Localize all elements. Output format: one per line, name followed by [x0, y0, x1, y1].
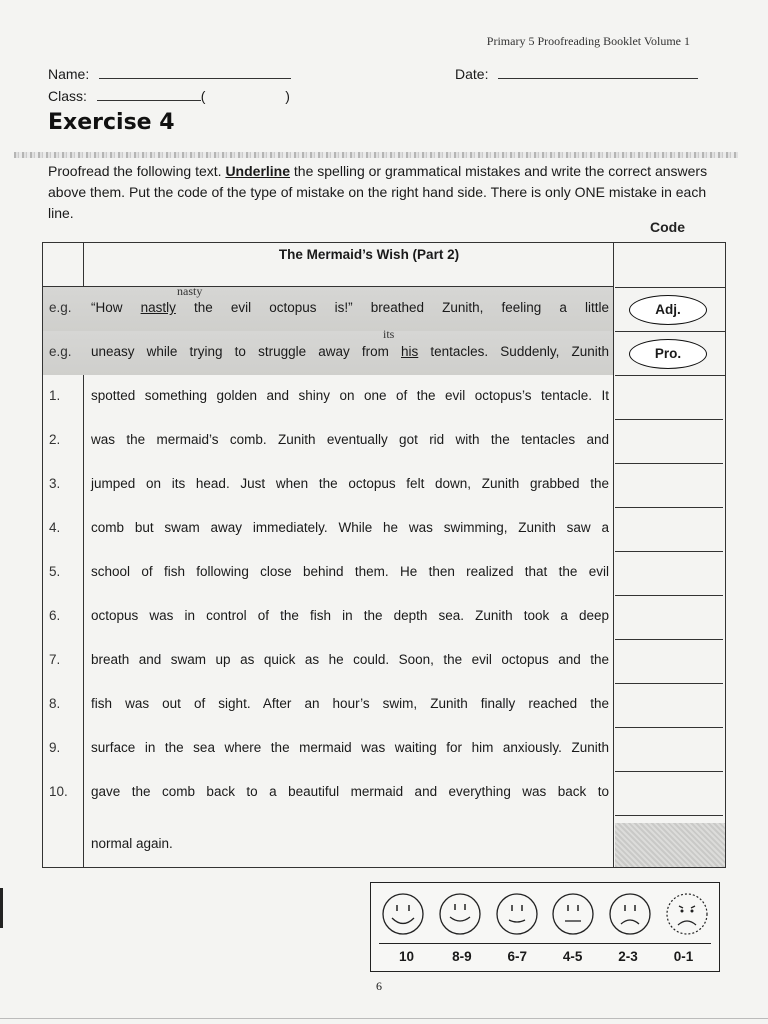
example-row — [43, 284, 613, 331]
text-before: uneasy while trying to struggle away from — [91, 344, 401, 359]
code-answer-box[interactable] — [615, 507, 723, 552]
register-paren-close: ) — [285, 88, 290, 104]
bottom-edge — [0, 1018, 768, 1019]
text-line-row — [43, 771, 725, 815]
class-label: Class: — [48, 88, 87, 104]
class-field — [48, 88, 290, 104]
score-range-label: 8-9 — [452, 949, 472, 964]
text-after: tentacles. Suddenly, Zunith — [418, 344, 609, 359]
score-range-label: 0-1 — [673, 949, 694, 964]
text-after: the evil octopus is!” breathed Zunith, feeling a little — [175, 300, 609, 315]
register-paren-open: ( — [200, 88, 206, 104]
score-range-label: 2-3 — [618, 949, 638, 964]
line-text: fish was out of sight. After an hour’s swim, Zunith finally reached the — [91, 696, 609, 711]
row-number: 8. — [49, 696, 61, 711]
name-field — [48, 66, 291, 82]
exercise-title: Exercise 4 — [48, 110, 175, 135]
text-line-row — [43, 727, 725, 771]
row-number: 6. — [49, 608, 61, 623]
score-range-label: 4-5 — [562, 949, 583, 964]
date-field — [455, 66, 698, 82]
instructions — [48, 161, 708, 224]
text-line-row — [43, 595, 725, 639]
row-number: 7. — [49, 652, 61, 667]
code-answer-box[interactable] — [615, 727, 723, 772]
text-line-row — [43, 551, 725, 595]
line-text: jumped on its head. Just when the octopus felt down, Zunith grabbed the — [91, 476, 609, 491]
code-answer-box[interactable] — [615, 683, 723, 728]
code-answer-box[interactable] — [615, 419, 723, 464]
code-answer-box[interactable] — [615, 551, 723, 596]
page-number: 6 — [376, 979, 382, 993]
date-blank[interactable] — [498, 66, 698, 79]
instructions-underline-word: Underline — [225, 163, 291, 179]
score-range-label: 6-7 — [507, 949, 528, 964]
margin-mark — [0, 888, 3, 928]
row-number: 2. — [49, 432, 61, 447]
row-number: 10. — [49, 784, 68, 799]
line-text: comb but swam away immediately. While he was swimming, Zunith saw a — [91, 520, 609, 535]
name-label: Name: — [48, 66, 90, 82]
very-happy-face-icon — [379, 891, 427, 937]
line-text: normal again. — [91, 836, 173, 851]
happy-face-icon — [436, 891, 484, 937]
divider — [14, 152, 738, 158]
example-code-cell — [615, 287, 725, 331]
score-ranges — [379, 949, 711, 964]
code-oval-adj: Adj. — [629, 295, 707, 325]
row-number: 9. — [49, 740, 61, 755]
content-face-icon — [493, 891, 541, 937]
row-number: 5. — [49, 564, 61, 579]
row-number: e.g. — [49, 300, 72, 315]
correction-note: nasty — [177, 284, 203, 298]
face-row — [379, 891, 711, 937]
example-code-cell — [615, 331, 725, 375]
line-text: gave the comb back to a beautiful mermaid and everything was back to — [91, 784, 609, 799]
crying-face-icon — [663, 891, 711, 937]
line-text: was the mermaid’s comb. Zunith eventually got rid with the tentacles and — [91, 432, 609, 447]
code-answer-box[interactable] — [615, 771, 723, 816]
booklet-label: Primary 5 Proofreading Booklet Volume 1 — [486, 34, 690, 48]
proofreading-table — [42, 242, 726, 868]
instructions-part2: the spelling or grammatical mistakes and write the correct answers above them. Put the code of the type of mistake on the right hand side. There is only ONE mistake in each line. — [48, 163, 708, 221]
score-scale-box — [370, 882, 720, 972]
text-line-row — [43, 463, 725, 507]
code-answer-box[interactable] — [615, 639, 723, 684]
line-text: school of fish following close behind them. He then realized that the evil — [91, 564, 609, 579]
code-oval-pro: Pro. — [629, 339, 707, 369]
text-line-row — [43, 419, 725, 463]
line-text: surface in the sea where the mermaid was waiting for him anxiously. Zunith — [91, 740, 609, 755]
neutral-face-icon — [549, 891, 597, 937]
score-range-label: 10 — [398, 949, 415, 964]
line-text — [91, 344, 609, 359]
story-title: The Mermaid’s Wish (Part 2) — [278, 247, 460, 262]
header-code-cell — [615, 243, 725, 288]
text-line-row — [43, 507, 725, 551]
instructions-part1: Proofread the following text. — [48, 163, 226, 179]
code-column-label: Code — [650, 219, 685, 235]
code-answer-box[interactable] — [615, 595, 723, 640]
line-text — [91, 300, 609, 315]
code-answer-box[interactable] — [615, 375, 723, 420]
class-blank[interactable] — [97, 88, 201, 101]
correction-note: its — [383, 327, 395, 341]
code-answer-box[interactable] — [615, 463, 723, 508]
text-line-row — [43, 683, 725, 727]
row-number: 4. — [49, 520, 61, 535]
sad-face-icon — [606, 891, 654, 937]
text-line-row — [43, 639, 725, 683]
row-number: e.g. — [49, 344, 72, 359]
underlined-mistake: nastly — [140, 300, 176, 315]
line-text: breath and swam up as quick as he could. Soon, the evil octopus and the — [91, 652, 609, 667]
row-number: 3. — [49, 476, 61, 491]
unused-code-cell — [615, 823, 725, 867]
text-line-row — [43, 375, 725, 419]
underlined-mistake: his — [401, 344, 419, 359]
line-text: octopus was in control of the fish in the depth sea. Zunith took a deep — [91, 608, 609, 623]
line-text: spotted something golden and shiny on one of the evil octopus’s tentacle. It — [91, 388, 609, 403]
example-row — [43, 327, 613, 375]
name-blank[interactable] — [99, 66, 291, 79]
row-number: 1. — [49, 388, 61, 403]
date-label: Date: — [455, 66, 489, 82]
score-divider — [379, 943, 711, 944]
text-before: “How — [91, 300, 141, 315]
